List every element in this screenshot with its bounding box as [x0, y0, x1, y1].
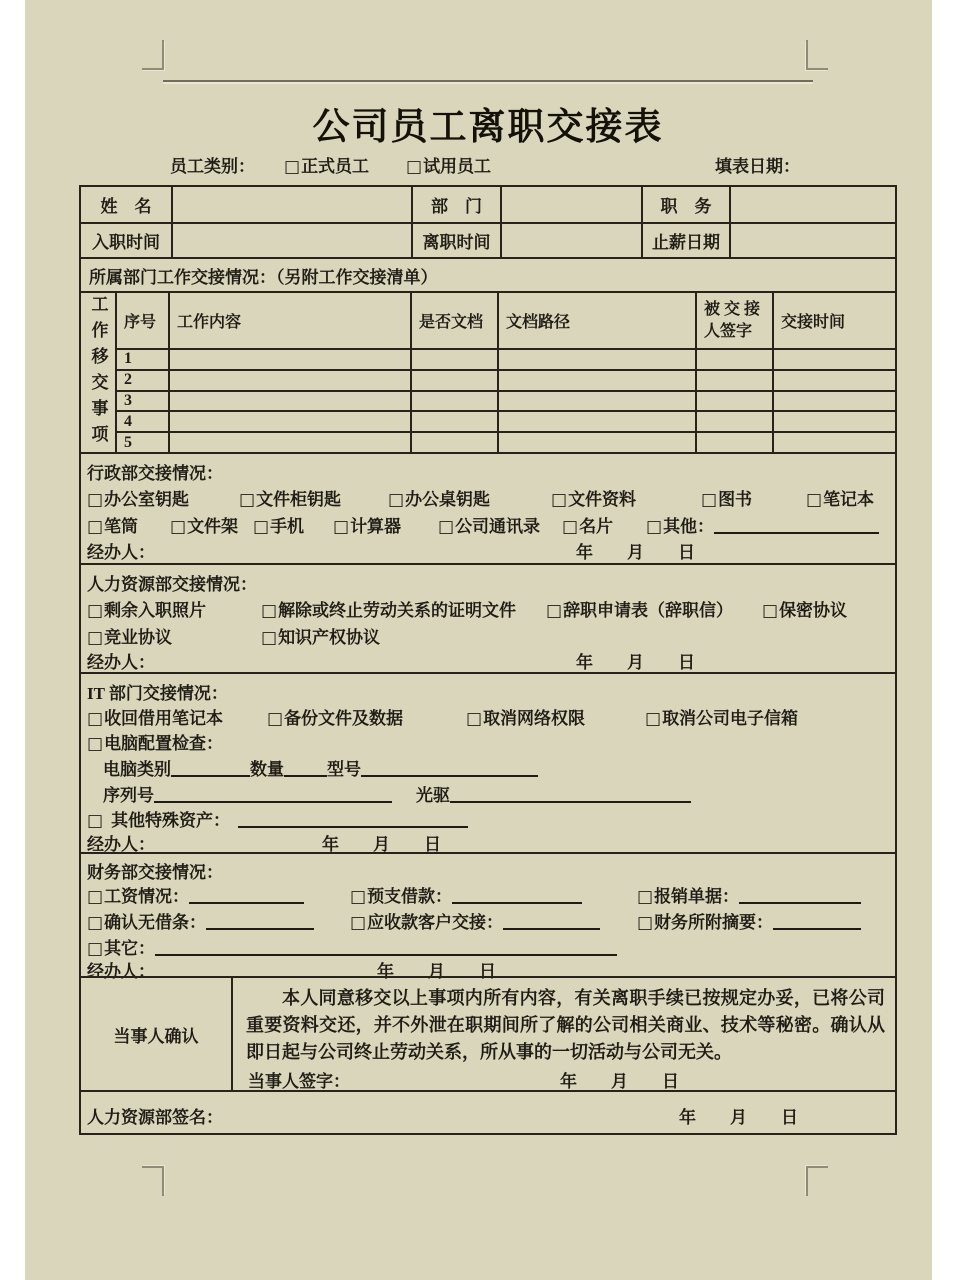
- checkbox-notebook[interactable]: [806, 485, 874, 510]
- confirmation-section: [81, 976, 895, 1090]
- it-operator-label: 经办人：: [87, 835, 155, 854]
- pay-stop-label: 止薪日期: [641, 224, 729, 257]
- admin-heading: 行政部交接情况：: [87, 464, 223, 483]
- checkbox-icon: □: [466, 709, 483, 729]
- checkbox-icon: □: [645, 709, 662, 729]
- leave-date-label: 离职时间: [411, 224, 500, 257]
- dept-handover-heading: 所属部门工作交接情况：（另附工作交接清单）: [81, 257, 895, 291]
- checkbox-icon: □: [87, 939, 104, 959]
- cell-isdoc[interactable]: [410, 412, 497, 431]
- cell-signer[interactable]: [695, 350, 772, 369]
- page-title: 公司员工离职交接表: [312, 107, 664, 148]
- checkbox-no-iou[interactable]: [87, 908, 314, 933]
- cell-content[interactable]: [168, 433, 410, 452]
- hr-heading: 人力资源部交接情况：: [87, 575, 257, 594]
- cell-time[interactable]: [772, 371, 895, 390]
- checkbox-label: 知识产权协议: [278, 628, 381, 647]
- checkbox-probation-employee[interactable]: [406, 152, 491, 177]
- checkbox-icon: □: [806, 490, 823, 510]
- checkbox-icon: □: [170, 517, 187, 537]
- checkbox-salary-status[interactable]: [87, 882, 304, 907]
- col-content: 工作内容: [168, 293, 410, 348]
- cell-signer[interactable]: [695, 412, 772, 431]
- work-handover-table: [81, 291, 895, 452]
- checkbox-termination-certificate[interactable]: [261, 596, 516, 621]
- row-no: 4: [124, 412, 132, 430]
- checkbox-label: 笔筒: [104, 517, 139, 536]
- checkbox-label: 正式员工: [301, 157, 370, 176]
- cell-content[interactable]: [168, 371, 410, 390]
- checkbox-icon: □: [333, 517, 350, 537]
- fill-line[interactable]: [206, 918, 314, 930]
- pc-type-label: 电脑类别: [103, 760, 171, 779]
- checkbox-revoke-network[interactable]: [466, 704, 585, 729]
- checkbox-label: 备份文件及数据: [284, 709, 404, 728]
- checkbox-regular-employee[interactable]: [284, 152, 369, 177]
- cell-path[interactable]: [497, 350, 695, 369]
- fill-line[interactable]: [361, 765, 538, 777]
- hr-section: [81, 563, 895, 672]
- pay-stop-input-cell[interactable]: [729, 224, 895, 257]
- cell-content[interactable]: [168, 350, 410, 369]
- pc-cd-label: 光驱: [416, 786, 450, 805]
- checkbox-icon: □: [406, 157, 423, 177]
- checkbox-icon: □: [350, 913, 367, 933]
- checkbox-icon: □: [637, 913, 654, 933]
- checkbox-icon: □: [388, 490, 405, 510]
- checkbox-receivables-handover[interactable]: [350, 908, 600, 933]
- hr-date[interactable]: 年 月 日: [576, 653, 695, 672]
- hr-signature-row: [81, 1090, 895, 1133]
- work-row: [117, 369, 895, 390]
- cell-content[interactable]: [168, 412, 410, 431]
- checkbox-label: 手机: [270, 517, 305, 536]
- checkbox-file-rack[interactable]: [170, 512, 238, 537]
- checkbox-icon: □: [701, 490, 718, 510]
- checkbox-label: 文件柜钥匙: [256, 490, 342, 509]
- cell-path[interactable]: [497, 412, 695, 431]
- checkbox-label: 公司通讯录: [455, 517, 541, 536]
- pc-serial-line: [103, 781, 691, 806]
- leave-date-input-cell[interactable]: [500, 224, 641, 257]
- finance-heading: 财务部交接情况：: [87, 863, 223, 882]
- checkbox-icon: □: [87, 628, 104, 648]
- checkbox-label: 辞职申请表（辞职信）: [563, 601, 734, 620]
- page-boundary-mark-top-right: [806, 40, 828, 70]
- confirmation-statement: 本人同意移交以上事项内所有内容，有关离职手续已按规定办妥，已将公司重要资料交还，并不外泄在职期间所了解的公司相关商业、技术等秘密。确认从即日起与公司终止劳动关系，所从事的一切活动与公司无关。: [246, 988, 885, 1062]
- name-input-cell[interactable]: [171, 187, 411, 222]
- checkbox-label: 取消网络权限: [483, 709, 586, 728]
- cell-path[interactable]: [497, 433, 695, 452]
- checkbox-label: 财务所附摘要：: [654, 913, 774, 932]
- checkbox-label: 确认无借条：: [104, 913, 207, 932]
- confirm-body: [233, 978, 895, 1090]
- fill-line[interactable]: [450, 791, 691, 803]
- col-no: 序号: [124, 314, 157, 331]
- cell-signer[interactable]: [695, 433, 772, 452]
- work-table-side-label: 工作移交事项: [81, 293, 117, 452]
- header-rule: [163, 80, 813, 82]
- checkbox-books[interactable]: [701, 485, 752, 510]
- checkbox-label: 名片: [579, 517, 614, 536]
- fill-date-label: 填表日期：: [715, 157, 800, 176]
- checkbox-desk-key[interactable]: [388, 485, 490, 510]
- checkbox-label: 其它：: [104, 939, 156, 958]
- cell-time[interactable]: [772, 412, 895, 431]
- cell-path[interactable]: [497, 371, 695, 390]
- page-boundary-mark-top-left: [142, 40, 164, 70]
- checkbox-label: 工资情况：: [104, 887, 190, 906]
- fill-line[interactable]: [773, 918, 861, 930]
- checkbox-label: 试用员工: [423, 157, 492, 176]
- checkbox-label: 保密协议: [779, 601, 848, 620]
- cell-isdoc[interactable]: [410, 350, 497, 369]
- cell-time[interactable]: [772, 350, 895, 369]
- admin-date[interactable]: 年 月 日: [576, 543, 695, 562]
- checkbox-icon: □: [762, 601, 779, 621]
- checkbox-onboarding-photos[interactable]: [87, 596, 206, 621]
- fill-line[interactable]: [171, 765, 250, 777]
- document-page: [25, 0, 932, 1280]
- checkbox-label: 电脑配置检查：: [104, 734, 224, 753]
- checkbox-label: 图书: [718, 490, 753, 509]
- col-signer: 被 交 接 人签字: [695, 293, 772, 348]
- fill-line[interactable]: [452, 892, 582, 904]
- checkbox-nda[interactable]: [762, 596, 847, 621]
- fill-line[interactable]: [503, 918, 600, 930]
- checkbox-documents[interactable]: [551, 485, 636, 510]
- checkbox-label: 文件架: [187, 517, 239, 536]
- checkbox-label: 办公桌钥匙: [405, 490, 491, 509]
- checkbox-office-key[interactable]: [87, 485, 189, 510]
- cell-path[interactable]: [497, 392, 695, 411]
- position-input-cell[interactable]: [729, 187, 895, 222]
- row-no: 5: [124, 433, 132, 451]
- dept-label: 部 门: [411, 187, 500, 222]
- pc-qty-label: 数量: [250, 760, 284, 779]
- checkbox-finance-summary[interactable]: [637, 908, 861, 933]
- checkbox-laptop-return[interactable]: [87, 704, 223, 729]
- checkbox-label: 其他：: [663, 517, 715, 536]
- checkbox-pen-holder[interactable]: [87, 512, 138, 537]
- checkbox-company-directory[interactable]: [438, 512, 540, 537]
- checkbox-icon: □: [87, 811, 104, 831]
- checkbox-icon: □: [546, 601, 563, 621]
- cell-time[interactable]: [772, 392, 895, 411]
- work-table-header: [117, 293, 895, 348]
- checkbox-label: 竞业协议: [104, 628, 173, 647]
- checkbox-non-compete[interactable]: [87, 623, 172, 648]
- pc-type-line: [103, 755, 538, 780]
- checkbox-finance-other[interactable]: [87, 934, 617, 959]
- checkbox-icon: □: [239, 490, 256, 510]
- fill-line[interactable]: [154, 791, 392, 803]
- cell-content[interactable]: [168, 392, 410, 411]
- checkbox-label: 剩余入职照片: [104, 601, 207, 620]
- hr-signature-date[interactable]: 年 月 日: [679, 1108, 798, 1127]
- checkbox-icon: □: [551, 490, 568, 510]
- cell-signer[interactable]: [695, 392, 772, 411]
- checkbox-icon: □: [646, 517, 663, 537]
- fill-line[interactable]: [238, 816, 468, 828]
- checkbox-other[interactable]: [646, 512, 879, 537]
- checkbox-icon: □: [253, 517, 270, 537]
- checkbox-calculator[interactable]: [333, 512, 401, 537]
- fill-line[interactable]: [714, 522, 879, 534]
- checkbox-icon: □: [87, 913, 104, 933]
- handover-form-table: [79, 185, 897, 1135]
- checkbox-label: 应收款客户交接：: [367, 913, 504, 932]
- checkbox-icon: □: [87, 709, 104, 729]
- fill-line[interactable]: [739, 892, 861, 904]
- pc-serial-label: 序列号: [103, 786, 154, 805]
- checkbox-icon: □: [87, 490, 104, 510]
- join-date-label: 入职时间: [92, 233, 160, 252]
- work-row: [117, 348, 895, 369]
- checkbox-label: 收回借用笔记本: [104, 709, 224, 728]
- checkbox-icon: □: [267, 709, 284, 729]
- admin-operator-label: 经办人：: [87, 543, 155, 562]
- cell-isdoc[interactable]: [410, 392, 497, 411]
- checkbox-icon: □: [438, 517, 455, 537]
- checkbox-icon: □: [87, 887, 104, 907]
- col-isdoc: 是否文档: [410, 293, 497, 348]
- checkbox-label: 预支借款：: [367, 887, 453, 906]
- basic-info-grid: [81, 187, 895, 257]
- page-boundary-mark-bottom-right: [806, 1166, 828, 1196]
- checkbox-phone[interactable]: [253, 512, 304, 537]
- checkbox-reimbursement[interactable]: [637, 882, 861, 907]
- party-sign-date[interactable]: 年 月 日: [560, 1072, 679, 1091]
- fill-line[interactable]: [189, 892, 304, 904]
- checkbox-icon: □: [350, 887, 367, 907]
- checkbox-icon: □: [284, 157, 301, 177]
- confirm-side-label: 当事人确认: [81, 978, 233, 1090]
- row-no: 2: [124, 371, 132, 389]
- checkbox-other-special-assets[interactable]: [87, 806, 468, 831]
- checkbox-label: 笔记本: [823, 490, 875, 509]
- checkbox-business-cards[interactable]: [562, 512, 613, 537]
- employee-type-label: 员工类别：: [170, 157, 255, 176]
- cell-isdoc[interactable]: [410, 371, 497, 390]
- checkbox-label: 报销单据：: [654, 887, 740, 906]
- checkbox-ip-agreement[interactable]: [261, 623, 380, 648]
- finance-date[interactable]: 年 月 日: [377, 962, 496, 981]
- checkbox-icon: □: [562, 517, 579, 537]
- checkbox-cancel-email[interactable]: [645, 704, 798, 729]
- finance-operator-label: 经办人：: [87, 962, 155, 981]
- meta-row: [79, 150, 897, 178]
- finance-section: [81, 852, 895, 981]
- checkbox-icon: □: [637, 887, 654, 907]
- checkbox-resignation-form[interactable]: [546, 596, 733, 621]
- checkbox-cabinet-key[interactable]: [239, 485, 341, 510]
- work-row: [117, 431, 895, 452]
- checkbox-label: 取消公司电子信箱: [662, 709, 799, 728]
- checkbox-backup-data[interactable]: [267, 704, 403, 729]
- checkbox-icon: □: [87, 601, 104, 621]
- checkbox-icon: □: [261, 601, 278, 621]
- name-label: 姓 名: [100, 197, 152, 216]
- fill-line[interactable]: [284, 765, 327, 777]
- admin-section: [81, 452, 895, 563]
- checkbox-label: 文件资料: [568, 490, 637, 509]
- position-label: 职 务: [641, 187, 729, 222]
- cell-signer[interactable]: [695, 371, 772, 390]
- pc-model-label: 型号: [327, 760, 361, 779]
- hr-signature-label[interactable]: 人力资源部签名：: [87, 1108, 223, 1127]
- checkbox-advance-loan[interactable]: [350, 882, 582, 907]
- party-sign-label[interactable]: 当事人签字：: [248, 1072, 350, 1091]
- work-row: [117, 390, 895, 411]
- checkbox-icon: □: [87, 517, 104, 537]
- it-heading: IT 部门交接情况：: [87, 684, 228, 703]
- checkbox-label: 计算器: [350, 517, 402, 536]
- join-date-input-cell[interactable]: [171, 224, 411, 257]
- dept-input-cell[interactable]: [500, 187, 641, 222]
- checkbox-icon: □: [261, 628, 278, 648]
- checkbox-pc-config-check[interactable]: [87, 729, 223, 754]
- checkbox-label: 其他特殊资产：: [111, 811, 231, 830]
- work-row: [117, 410, 895, 431]
- fill-line[interactable]: [155, 944, 617, 956]
- it-date[interactable]: 年 月 日: [322, 835, 441, 854]
- cell-isdoc[interactable]: [410, 433, 497, 452]
- checkbox-label: 解除或终止劳动关系的证明文件: [278, 601, 517, 620]
- row-no: 1: [124, 350, 132, 368]
- it-section: [81, 672, 895, 852]
- checkbox-label: 办公室钥匙: [104, 490, 190, 509]
- checkbox-icon: □: [87, 734, 104, 754]
- row-no: 3: [124, 391, 132, 409]
- col-time: 交接时间: [772, 293, 895, 348]
- page-boundary-mark-bottom-left: [142, 1166, 164, 1196]
- cell-time[interactable]: [772, 433, 895, 452]
- hr-operator-label: 经办人：: [87, 653, 155, 672]
- col-path: 文档路径: [497, 293, 695, 348]
